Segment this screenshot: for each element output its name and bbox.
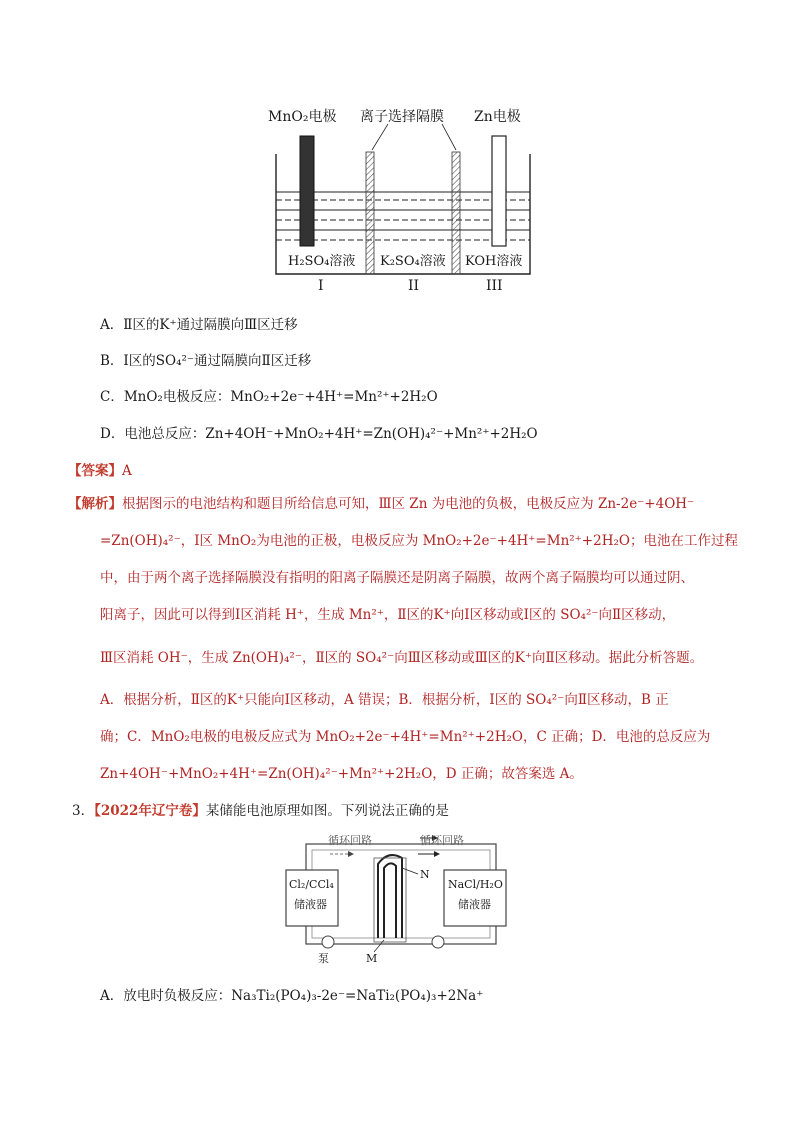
zone-3: III: [486, 278, 503, 294]
answer-value: A: [122, 463, 132, 479]
question-3-number: 3．: [72, 803, 95, 819]
loop-left-label: 循环回路: [328, 834, 372, 847]
label-zn-electrode: Zn电极: [474, 109, 521, 125]
question-3-text: 某储能电池原理如图。下列说法正确的是: [205, 803, 449, 819]
question-3: [72, 801, 449, 821]
tank-right-content: NaCl/H₂O: [448, 878, 503, 891]
question-3-option-a: A．放电时负极反应：Na₃Ti₂(PO₄)₃-2e⁻=NaTi₂(PO₄)₃+2Na⁺: [100, 988, 484, 1004]
zone-1: I: [318, 278, 324, 294]
battery-diagram-1-svg: [260, 100, 540, 300]
pump-label: 泵: [318, 952, 329, 965]
solution-koh: KOH溶液: [465, 254, 523, 269]
label-n: N: [420, 868, 430, 881]
label-ion-membrane: 离子选择隔膜: [360, 109, 444, 125]
option-a: A．Ⅱ区的K⁺通过隔膜向Ⅲ区迁移: [100, 317, 298, 333]
tank-left-content: Cl₂/CCl₄: [289, 878, 334, 891]
answer-line: [68, 461, 132, 481]
zone-2: II: [408, 278, 420, 294]
label-m: M: [366, 952, 378, 965]
question-3-source: 【2022年辽宁卷】: [94, 803, 206, 819]
option-b: B．Ⅰ区的SO₄²⁻通过隔膜向Ⅱ区迁移: [100, 353, 312, 369]
analysis-line-2: =Zn(OH)₄²⁻，Ⅰ区 MnO₂为电池的正极，电极反应为 MnO₂+2e⁻+4H⁺=Mn²⁺+2H₂O；电池在工作过程: [100, 533, 738, 549]
analysis-line-8: Zn+4OH⁻+MnO₂+4H⁺=Zn(OH)₄²⁻+Mn²⁺+2H₂O，D 正确；故答案选 A。: [100, 766, 583, 782]
analysis-line-3: 中，由于两个离子选择隔膜没有指明的阳离子隔膜还是阴离子隔膜，故两个离子隔膜均可以通过阴、: [100, 570, 694, 586]
analysis-line-6: A．根据分析，Ⅱ区的K⁺只能向Ⅰ区移动，A 错误；B．根据分析，Ⅰ区的 SO₄²⁻向Ⅱ区移动，B 正: [100, 692, 669, 708]
analysis-line-7: 确；C．MnO₂电极的电极反应式为 MnO₂+2e⁻+4H⁺=Mn²⁺+2H₂O，C 正确；D．电池的总反应为: [100, 729, 711, 745]
tank-right-name: 储液器: [458, 898, 491, 911]
analysis-line-1: [68, 494, 694, 514]
solution-k2so4: K₂SO₄溶液: [380, 254, 446, 269]
option-d: D．电池总反应：Zn+4OH⁻+MnO₂+4H⁺=Zn(OH)₄²⁻+Mn²⁺+2H₂O: [100, 426, 538, 442]
label-mno2-electrode: MnO₂电极: [268, 109, 337, 125]
analysis-text-1: 根据图示的电池结构和题目所给信息可知，Ⅲ区 Zn 为电池的负极，电极反应为 Zn-2e⁻+4OH⁻: [122, 496, 695, 512]
answer-tag: 【答案】: [68, 463, 122, 479]
analysis-line-4: 阳离子，因此可以得到Ⅰ区消耗 H⁺，生成 Mn²⁺，Ⅱ区的K⁺向Ⅰ区移动或Ⅰ区的 SO₄²⁻向Ⅱ区移动，: [100, 607, 676, 623]
battery-diagram-2: [280, 828, 520, 968]
battery-diagram-1: [260, 100, 540, 300]
analysis-tag: 【解析】: [68, 496, 122, 512]
option-c: C．MnO₂电极反应：MnO₂+2e⁻+4H⁺=Mn²⁺+2H₂O: [100, 389, 438, 405]
loop-right-label: 循环回路: [420, 834, 464, 847]
analysis-line-5: Ⅲ区消耗 OH⁻，生成 Zn(OH)₄²⁻，Ⅱ区的 SO₄²⁻向Ⅲ区移动或Ⅲ区的K⁺向Ⅱ区移动。据此分析答题。: [100, 650, 704, 666]
tank-left-name: 储液器: [294, 898, 327, 911]
solution-h2so4: H₂SO₄溶液: [288, 254, 356, 269]
